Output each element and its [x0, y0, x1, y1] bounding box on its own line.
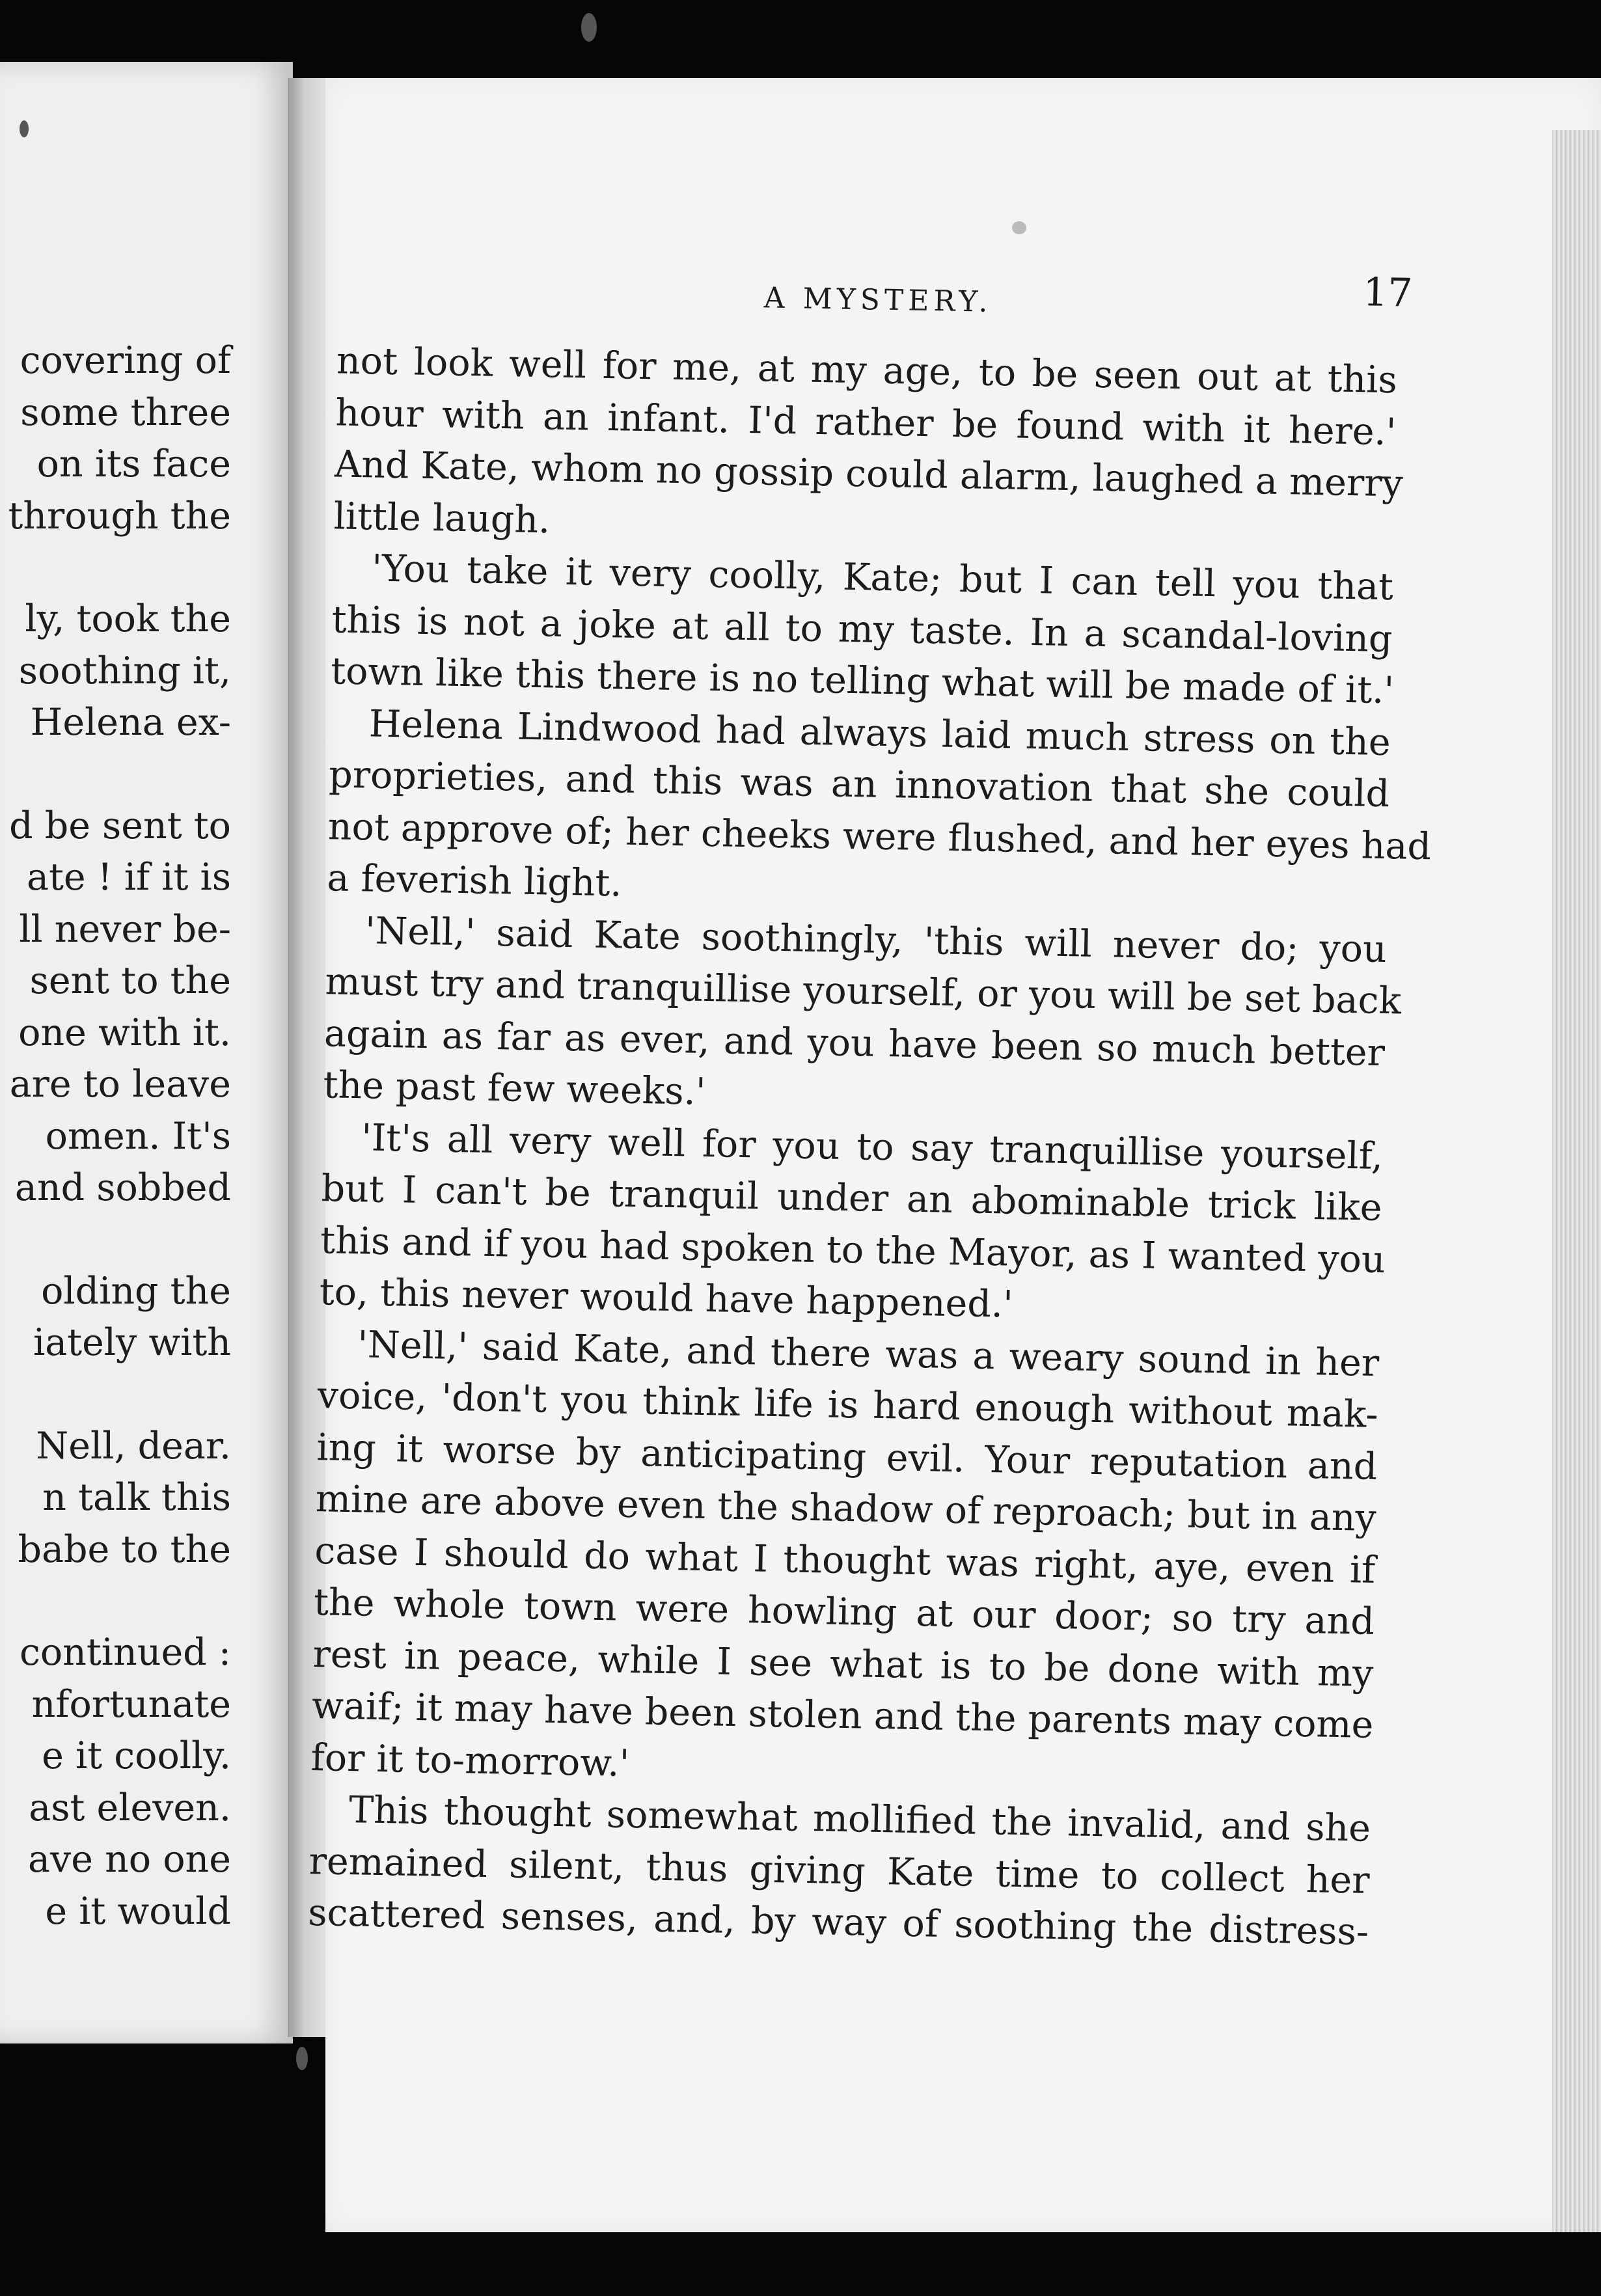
body-line: for it to-morrow.'	[310, 1736, 630, 1785]
left-page-line: Nell, dear.	[36, 1424, 231, 1468]
body-line: remained silent, thus giving Kate time to collect her	[308, 1839, 1371, 1902]
left-page-line: olding the	[41, 1269, 231, 1313]
left-page-line	[0, 542, 231, 594]
left-page-line: covering of	[20, 339, 231, 382]
left-page	[0, 62, 293, 2043]
body-line: this and if you had spoken to the Mayor, as I wanted you	[320, 1218, 1386, 1281]
left-page-line: continued :	[19, 1631, 231, 1674]
body-line: proprieties, and this was an innovation that she could	[328, 753, 1390, 816]
page-number: 17	[1362, 269, 1414, 316]
left-page-line: and sobbed	[14, 1166, 231, 1209]
body-line: 'Nell,' said Kate soothingly, 'this will never do; you	[364, 909, 1388, 971]
body-line: little laugh.	[333, 494, 551, 541]
body-line: waif; it may have been stolen and the parents may come	[311, 1684, 1374, 1747]
body-line: Helena Lindwood had always laid much stress on the	[368, 702, 1391, 764]
body-line: this is not a joke at all to my taste. In a scandal-loving	[331, 597, 1393, 661]
left-page-line: nfortunate	[31, 1682, 231, 1726]
left-page-line: are to leave	[9, 1063, 231, 1106]
body-line: not look well for me, at my age, to be seen out at this	[336, 339, 1398, 402]
left-page-line: e it would	[45, 1889, 231, 1933]
left-page-line: ave no one	[28, 1838, 231, 1881]
left-page-line: sent to the	[29, 959, 231, 1002]
body-line: 'It's all very well for you to say tranquillise yourself,	[361, 1115, 1384, 1178]
body-line: hour with an infant. I'd rather be found with it here.'	[335, 390, 1397, 454]
body-line: scattered senses, and, by way of soothing the distress-	[307, 1891, 1369, 1954]
left-page-line	[0, 1214, 231, 1266]
left-page-line: one with it.	[18, 1011, 231, 1054]
body-line: 'You take it very coolly, Kate; but I can tell you that	[371, 547, 1394, 609]
left-page-line: some three	[20, 390, 231, 434]
left-page-line: through the	[8, 494, 231, 538]
ink-speck	[1012, 221, 1026, 234]
body-line: but I can't be tranquil under an abominable trick like	[321, 1167, 1383, 1230]
left-page-line: ate ! if it is	[27, 856, 231, 899]
left-page-line: n talk this	[42, 1476, 231, 1519]
left-page-line	[0, 749, 231, 800]
left-page-line	[0, 1369, 231, 1421]
body-line: the past few weeks.'	[323, 1063, 706, 1114]
body-line: the whole town were howling at our door; so try and	[313, 1581, 1375, 1643]
ink-speck	[296, 2047, 308, 2070]
left-page-line: Helena ex-	[30, 701, 231, 744]
ink-speck	[20, 120, 29, 137]
left-page-line	[0, 1576, 231, 1627]
running-head: A MYSTERY.	[763, 281, 992, 319]
body-line: again as far as ever, and you have been so much better	[323, 1011, 1386, 1074]
body-line: And Kate, whom no gossip could alarm, laughed a merry	[334, 443, 1404, 506]
right-page	[307, 78, 1601, 2232]
left-page-line: omen. It's	[45, 1114, 231, 1158]
left-page-line: soothing it,	[18, 649, 231, 692]
left-page-line: iately with	[33, 1321, 231, 1364]
body-line: to, this never would have happened.'	[319, 1270, 1014, 1326]
left-page-line: on its face	[36, 443, 231, 485]
body-text	[307, 335, 1432, 1958]
body-line: 'Nell,' said Kate, and there was a weary sound in her	[357, 1322, 1380, 1385]
body-line: must try and tranquillise yourself, or you will be set back	[324, 960, 1402, 1023]
body-line: mine are above even the shadow of reproach; but in any	[315, 1477, 1377, 1540]
left-page-line: ast eleven.	[29, 1786, 231, 1829]
left-page-text	[0, 335, 231, 1937]
ink-speck	[581, 13, 597, 42]
body-line: case I should do what I thought was right, aye, even if	[314, 1529, 1376, 1592]
left-page-line: e it coolly.	[42, 1734, 231, 1777]
body-line: voice, 'don't you think life is hard enough without mak-	[317, 1374, 1379, 1436]
body-line: This thought somewhat mollified the invalid, and she	[348, 1788, 1371, 1850]
left-page-line: ll never be-	[19, 907, 231, 951]
left-page-line: babe to the	[18, 1527, 231, 1571]
left-page-line: d be sent to	[9, 804, 231, 847]
body-line: rest in peace, while I see what is to be done with my	[312, 1632, 1374, 1695]
body-line: town like this there is no telling what will be made of it.'	[330, 649, 1395, 713]
body-line: a feverish light.	[326, 856, 623, 905]
left-page-line: ly, took the	[25, 597, 231, 640]
body-line: ing it worse by anticipating evil. Your reputation and	[316, 1425, 1378, 1488]
page-edges	[1552, 130, 1601, 2232]
body-line: not approve of; her cheeks were flushed, and her eyes had	[327, 804, 1432, 868]
